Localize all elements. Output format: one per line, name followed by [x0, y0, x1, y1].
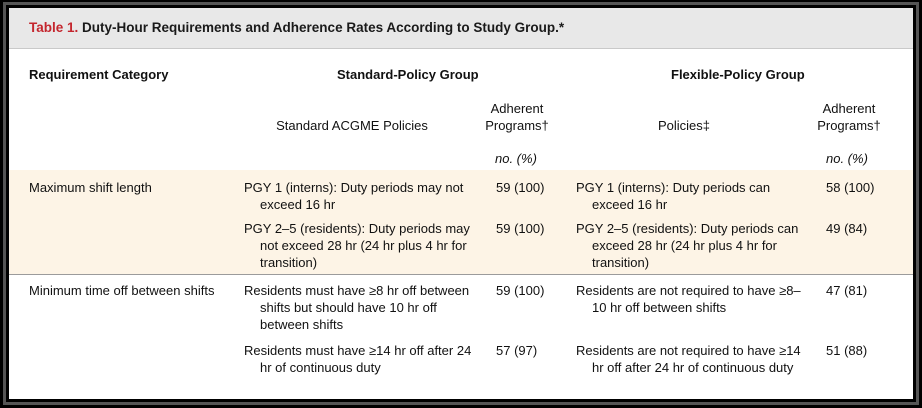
header-flexible-policies: Policies‡ [657, 118, 711, 133]
table-frame [6, 5, 916, 402]
flexible-policy-cell: PGY 1 (interns): Duty periods can exceed 16 hr [576, 180, 771, 212]
header-requirement-category: Requirement Category [29, 67, 169, 82]
flexible-policy-cell: Residents are not required to have ≥8–10 hr off between shifts [576, 283, 801, 315]
standard-policy-cell: Residents must have ≥14 hr off after 24 hr of continuous duty [244, 343, 472, 375]
header-flexible-policy-group: Flexible-Policy Group [671, 67, 805, 82]
header-adherent-programs-flexible: Adherent Programs† [817, 101, 881, 133]
header-standard-policy-group: Standard-Policy Group [337, 67, 479, 82]
flexible-adherent-cell: 47 (81) [826, 283, 868, 298]
row-category-max-shift: Maximum shift length [29, 180, 152, 195]
standard-policy-cell: Residents must have ≥8 hr off between shifts but should have 10 hr off between shifts [244, 283, 470, 332]
flexible-adherent-cell: 49 (84) [826, 221, 868, 236]
standard-policy-cell: PGY 2–5 (residents): Duty periods may not exceed 28 hr (24 hr plus 4 hr for transition) [244, 221, 470, 270]
header-standard-acgme-policies: Standard ACGME Policies [276, 118, 428, 133]
table-number: Table 1. [29, 20, 79, 35]
standard-adherent-cell: 57 (97) [496, 343, 538, 358]
standard-policy-cell: PGY 1 (interns): Duty periods may not exceed 16 hr [244, 180, 464, 212]
table-title-bar [9, 8, 913, 49]
flexible-policy-cell: Residents are not required to have ≥14 hr off after 24 hr of continuous duty [576, 343, 801, 375]
row-divider [9, 274, 913, 275]
flexible-policy-cell: PGY 2–5 (residents): Duty periods can exceed 28 hr (24 hr plus 4 hr for transition) [576, 221, 799, 270]
row-category-min-time-off: Minimum time off between shifts [29, 283, 215, 298]
flexible-adherent-cell: 51 (88) [826, 343, 868, 358]
header-adherent-programs-standard: Adherent Programs† [485, 101, 549, 133]
standard-adherent-cell: 59 (100) [496, 221, 545, 236]
standard-adherent-cell: 59 (100) [496, 283, 545, 298]
table-title [29, 20, 564, 35]
standard-adherent-cell: 59 (100) [496, 180, 545, 195]
unit-label-flexible: no. (%) [826, 151, 868, 166]
table-caption: Duty-Hour Requirements and Adherence Rates According to Study Group.* [78, 20, 565, 35]
unit-label-standard: no. (%) [495, 151, 537, 166]
flexible-adherent-cell: 58 (100) [826, 180, 875, 195]
